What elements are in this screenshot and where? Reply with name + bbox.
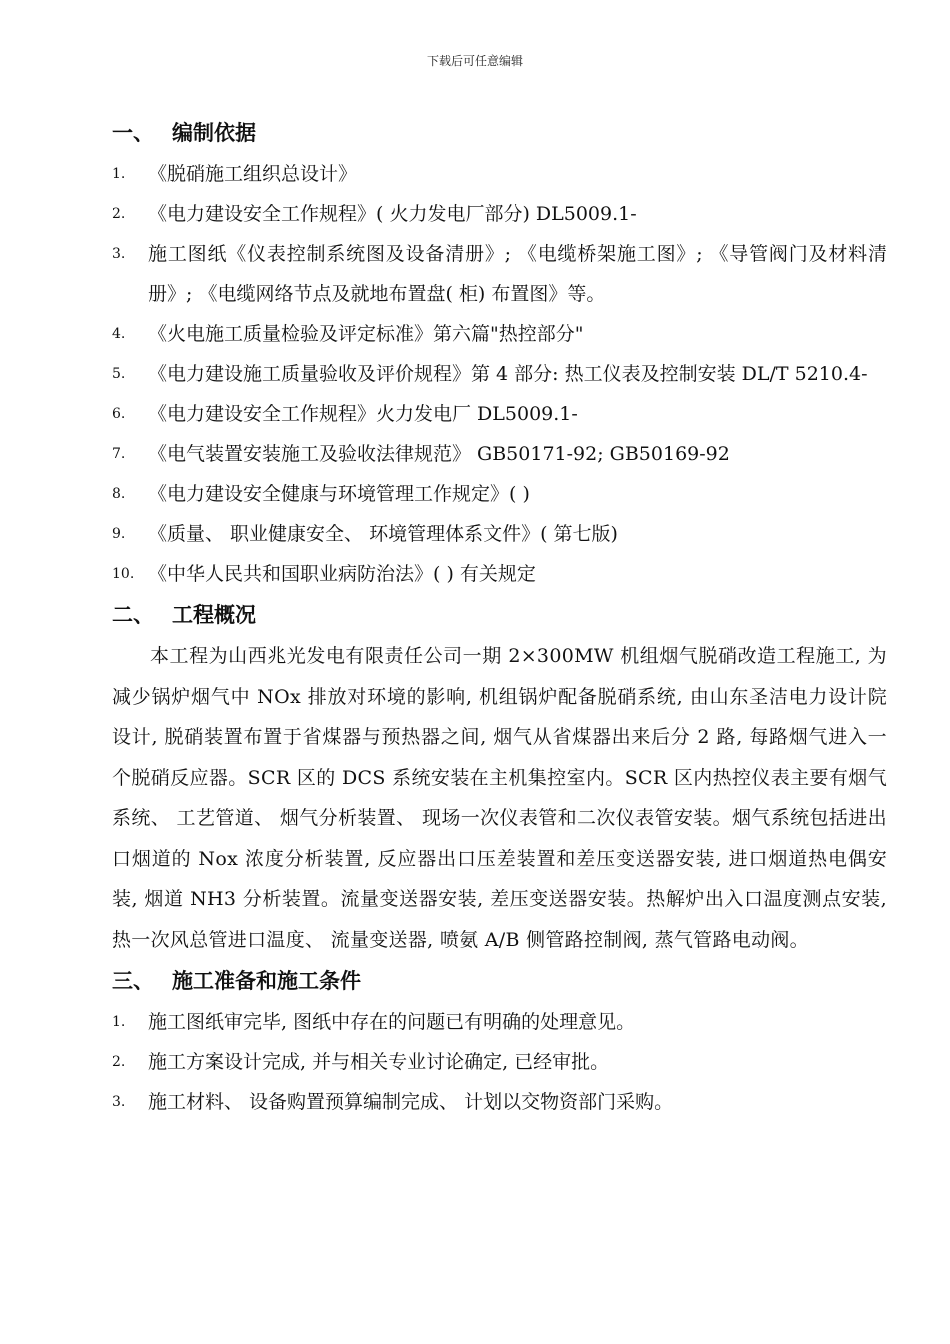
list-index: 3.	[112, 246, 126, 262]
list-item	[112, 394, 887, 434]
section-heading-basis	[112, 112, 887, 154]
list-index: 6.	[112, 406, 126, 422]
list-index: 5.	[112, 366, 126, 382]
list-item	[112, 1002, 887, 1042]
list-index: 9.	[112, 526, 126, 542]
section-number: 一、	[112, 121, 154, 145]
list-text: 《电力建设施工质量验收及评价规程》第 4 部分: 热工仪表及控制安装 DL/T 5210.4-	[148, 363, 868, 385]
list-index: 3.	[112, 1094, 126, 1110]
list-index: 2.	[112, 206, 126, 222]
page-header: 下载后可任意编辑	[426, 54, 523, 68]
list-index: 2.	[112, 1054, 126, 1070]
list-item	[112, 354, 887, 394]
section-title: 施工准备和施工条件	[172, 969, 361, 993]
list-index: 10.	[112, 566, 135, 582]
list-index: 1.	[112, 166, 126, 182]
list-text: 《电力建设安全工作规程》( 火力发电厂部分) DL5009.1-	[148, 203, 637, 225]
list-item	[112, 1082, 887, 1122]
list-text: 《电力建设安全健康与环境管理工作规定》( )	[148, 483, 530, 505]
list-index: 7.	[112, 446, 126, 462]
list-text: 施工方案设计完成, 并与相关专业讨论确定, 已经审批。	[148, 1051, 610, 1073]
section-number: 二、	[112, 603, 154, 627]
list-item	[112, 474, 887, 514]
list-text: 施工图纸《仪表控制系统图及设备清册》; 《电缆桥架施工图》; 《导管阀门及材料清册》; 《电缆网络节点及就地布置盘( 柜) 布置图》等。	[148, 243, 887, 305]
document-body	[112, 112, 887, 1122]
list-text: 施工材料、 设备购置预算编制完成、 计划以交物资部门采购。	[148, 1091, 674, 1113]
list-index: 8.	[112, 486, 126, 502]
section-title: 工程概况	[172, 603, 256, 627]
list-item	[112, 1042, 887, 1082]
list-item	[112, 434, 887, 474]
list-item	[112, 194, 887, 234]
section-number: 三、	[112, 969, 154, 993]
list-text: 施工图纸审完毕, 图纸中存在的问题已有明确的处理意见。	[148, 1011, 636, 1033]
list-index: 1.	[112, 1014, 126, 1030]
list-item	[112, 314, 887, 354]
list-item	[112, 154, 887, 194]
list-item	[112, 554, 887, 594]
list-text: 《脱硝施工组织总设计》	[148, 163, 358, 185]
section-heading-preparation	[112, 960, 887, 1002]
list-item	[112, 514, 887, 554]
overview-paragraph: 本工程为山西兆光发电有限责任公司一期 2×300MW 机组烟气脱硝改造工程施工, 为减少锅炉烟气中 NOx 排放对环境的影响, 机组锅炉配备脱硝系统, 由山东圣洁电力设计院设计, 脱硝装置布置于省煤器与预热器之间, 烟气从省煤器出来后分 2 路, 每路烟气进入一个脱硝反应器。SCR 区的 DCS 系统安装在主机集控室内。SCR 区内热控仪表主要有烟气系统、 工艺管道、 烟气分析装置、 现场一次仪表管和二次仪表管安装。烟气系统包括进出口烟道的 Nox 浓度分析装置, 反应器出口压差装置和差压变送器安装, 进口烟道热电偶安装, 烟道 NH3 分析装置。流量变送器安装, 差压变送器安装。热解炉出入口温度测点安装, 热一次风总管进口温度、 流量变送器, 喷氨 A/B 侧管路控制阀, 蒸气管路电动阀。	[112, 645, 887, 951]
list-index: 4.	[112, 326, 126, 342]
list-text: 《电气装置安装施工及验收法律规范》 GB50171-92; GB50169-92	[148, 443, 730, 465]
list-item	[112, 234, 887, 314]
list-text: 《火电施工质量检验及评定标准》第六篇"热控部分"	[148, 323, 584, 345]
list-text: 《电力建设安全工作规程》火力发电厂 DL5009.1-	[148, 403, 578, 425]
section-heading-overview	[112, 594, 887, 636]
list-text: 《中华人民共和国职业病防治法》( ) 有关规定	[148, 563, 536, 585]
section-title: 编制依据	[172, 121, 256, 145]
list-text: 《质量、 职业健康安全、 环境管理体系文件》( 第七版)	[148, 523, 618, 545]
